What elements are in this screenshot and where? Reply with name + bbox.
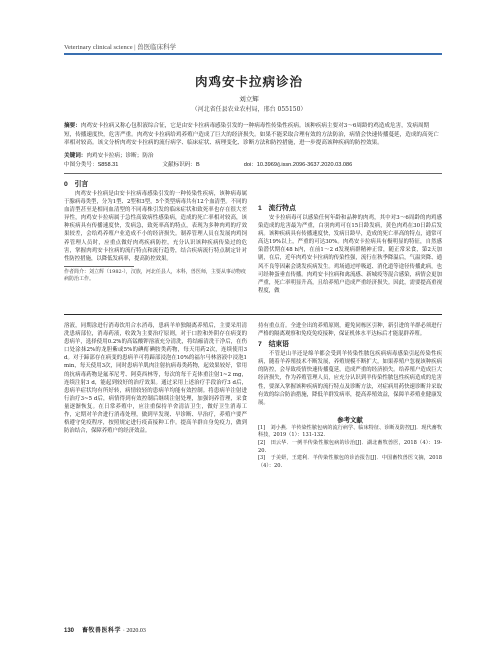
reference-list (258, 425, 442, 471)
section-7-heading: 7 结束语 (258, 341, 289, 349)
section-1-heading: 1 流行特点 (258, 205, 296, 212)
abstract-block (64, 122, 440, 148)
keywords-label: 关键词： (64, 153, 87, 159)
right-continued: 持有重点育。全进全出的养殖原则，避免同栋区引种，新引进的羊群必须进行严格的隔离观察和免疫免疫接种，保证机体水平达标后才能混群养殖。 (258, 323, 442, 338)
references-heading: 参考文献 (337, 415, 363, 424)
abstract-text: 肉鸡安卡拉病又称心包积液综合征，它是由安卡拉病毒感染引发的一种病毒性传染性疾病。该种疾病主要对3～6周龄的鸡造成危害，发病周期短，传播速度快，危害严重。肉鸡安卡拉病给鸡养殖户造成了巨大的经济损失。如果不能采取合理有效的方法防治，病情会快速传播蔓延，造成的高死亡率相对较高。该文分析肉鸡安卡拉病的流行病学、临床症状、病理变化、诊断方法和防控措施，进一步提高该种疾病的防控效果。 (64, 123, 439, 147)
clc-code: 中图分类号：S858.31 (64, 161, 119, 168)
author-name: 刘立辉 (239, 95, 259, 103)
footnote-rule (64, 266, 134, 267)
intro-column (64, 180, 247, 264)
header-rule (64, 53, 442, 55)
issue-label: · 2020.03 (122, 628, 146, 634)
reference-item: [2] 田云华．一例羊传染性脓包病的诊治[J]．湖北畜牧兽医，2018（4）：19-20. (258, 440, 442, 454)
reference-item: [1] 刘小燕．羊传染性脓包病的流行病学、临床特征、诊断及防控[J]．现代畜牧科技，2019（1）：131-132. (258, 424, 442, 439)
journal-name: 畜牧兽医科学 (81, 627, 121, 634)
epidemiology-column (258, 180, 442, 308)
reference-item: [3] 于美妍，王建利．羊传染性脓包的诊治报告[J]．中国畜牧兽医文摘，2018（4）：20. (258, 455, 442, 469)
article-title: 肉鸡安卡拉病诊治 (194, 74, 303, 89)
intro-body: 肉鸡安卡拉病是由安卡拉病毒感染引发的一种传染性疾病，该种病毒属于腺病毒类型，分为1型、2型和3型，5个类型病毒共有12个血清型。不同的血清型甚至是相同血清型的不同毒株引发的临床症状和致死率也存在很大差异性，肉鸡安卡拉病属于急性高致病性感染病，造成的死亡率相对较高，该种疾病具有传播速度快，发病急，致死率高的特点，表现为多种肉鸡的疗效果较差，会给鸡养殖户业造成不小的经济损失。制养管理人员在发展肉鸡饲养管理人员时，应重点做好肉鸡疾病防控，充分认识该种疾病传染过的危害，掌握肉鸡安卡拉病的流行特点和流行趋势，结合疾病流行特点制定针对性防控措施，以降低发病率，提高防控效果。 (64, 191, 247, 262)
meta-rule (64, 173, 442, 174)
section-7-body: 不管是山羊还是绵羊都会受到羊传染性脓包疾病病毒感染引起传染性疾病，随着羊养殖技术不断发展，养殖规模不断扩大，如果养殖户忽视该种疾病的防控，会导致疫情快速传播蔓延，造成严重的经济损失。给养殖户造成巨大经济损失，作为养殖管理人员，应充分认识到羊传染性脓包性疾病造成的危害性，要深入掌握该种疾病的流行特点及诊断方法，对症病用药快速诊断并采取有效的综合防治措施，降低羊群发病率，提高养殖效益，保障羊养殖业健康发展。 (258, 351, 442, 406)
affiliation: （河北省任县农业农村局，邢台 055150） (191, 106, 307, 113)
page-footer (64, 625, 146, 634)
section-1-body: 安卡拉病毒可以感染任何年龄和品种的肉鸡，其中对3～6周龄的肉鸡感染造成的危害最为严重，白羽肉鸡可在15日龄发病，黄色肉鸡在30日龄后发病。该种疾病具有传播速度快，发病日龄早，造成的死亡率高的特点，通常可高达19%以上，严重的可达30%。肉鸡安卡拉病具有极明显的特征，自然感染潜伏期在48 h内，在前1～2 d发现病群精神正常，随正常采食，第2天加剧，在后，近年肉鸡安卡拉病的传染性强，流行在秋季降温后，气温突降、通风不良等因素会诱发疾病发生。鸡场通过呼吸道、消化道等途径传播此病，也可经种蛋垂直传播。肉鸡安卡拉病和禽流感、新城疫等混合感染，病情会更加严重，死亡率明显升高，且给养殖户造成严重经济损失。因此，需要提高重视程度，做 (258, 215, 442, 294)
prior-article-right-column (258, 322, 442, 614)
running-head: Veterinary clinical science | 兽医临床科学 (64, 44, 177, 51)
article-meta (64, 152, 440, 169)
intro-heading: 0 引言 (64, 181, 89, 188)
doi: doi：10.3969/j.issn.2096-3637.2020.03.086 (243, 161, 353, 168)
page-number: 130 (64, 628, 75, 634)
keywords: 肉鸡安卡拉病；诊断；防治 (86, 153, 154, 159)
prior-article-left-column: 溶液，同期涂进行消毒饮用合水消毒，患病羊单独隔离养殖后，主要采用清洗患病部位，消毒药液，收敛为主要治疗原则，对于口腔和外阴存在病变的患病羊，选择使用0.2%的高锰酸钾溶液充分清洗，将结痂清洗干净后，在伤口处涂抹2%的龙胆紫或5%的碘酊碘胺类药物，每天用药2次，连续使用3 d。对于蹄部存在病变的患病羊可将蹄部浸泡在10%的福尔马林溶液中浸泡1 min，每天使用3次，同时患病羊肌肉注射抗病毒类药物，起效果较好，常用的抗病毒药物是氟苯尼考、阿莫西林等，每次的每千克体重注射1~2 mg，连续注射3 d，能起到较好的治疗效果。通过采用上述治疗手段治疗3 d后，患病羊症状均有所好转，病情较轻的患病羊均能有效控制。将患病羊注射进行治疗3~5 d后，病情得到有效控制后继续注射处理，加强饲养管理，采食量逐渐恢复。在日常养殖中，应注重保持羊舍清洁卫生，做好卫生消毒工作，定期对羊舍进行消毒处理，做到早发现、早诊断、早治疗，养殖户要严格遵守免疫程序，按照规定进行疫苗接种工作。提高羊群自身免疫力，做到防治结合，保障养殖户的经济效益。 (64, 323, 247, 435)
intro-continued (258, 180, 442, 204)
abstract-label: 摘要： (64, 123, 81, 129)
author-footnote: 作者简介：刘立辉（1982-），汉族，河北任县人，本科，兽医师，主要从事动物疫病防治工作。 (64, 269, 246, 283)
document-code: 文献标识码：B (162, 161, 200, 168)
article-divider (64, 314, 442, 315)
